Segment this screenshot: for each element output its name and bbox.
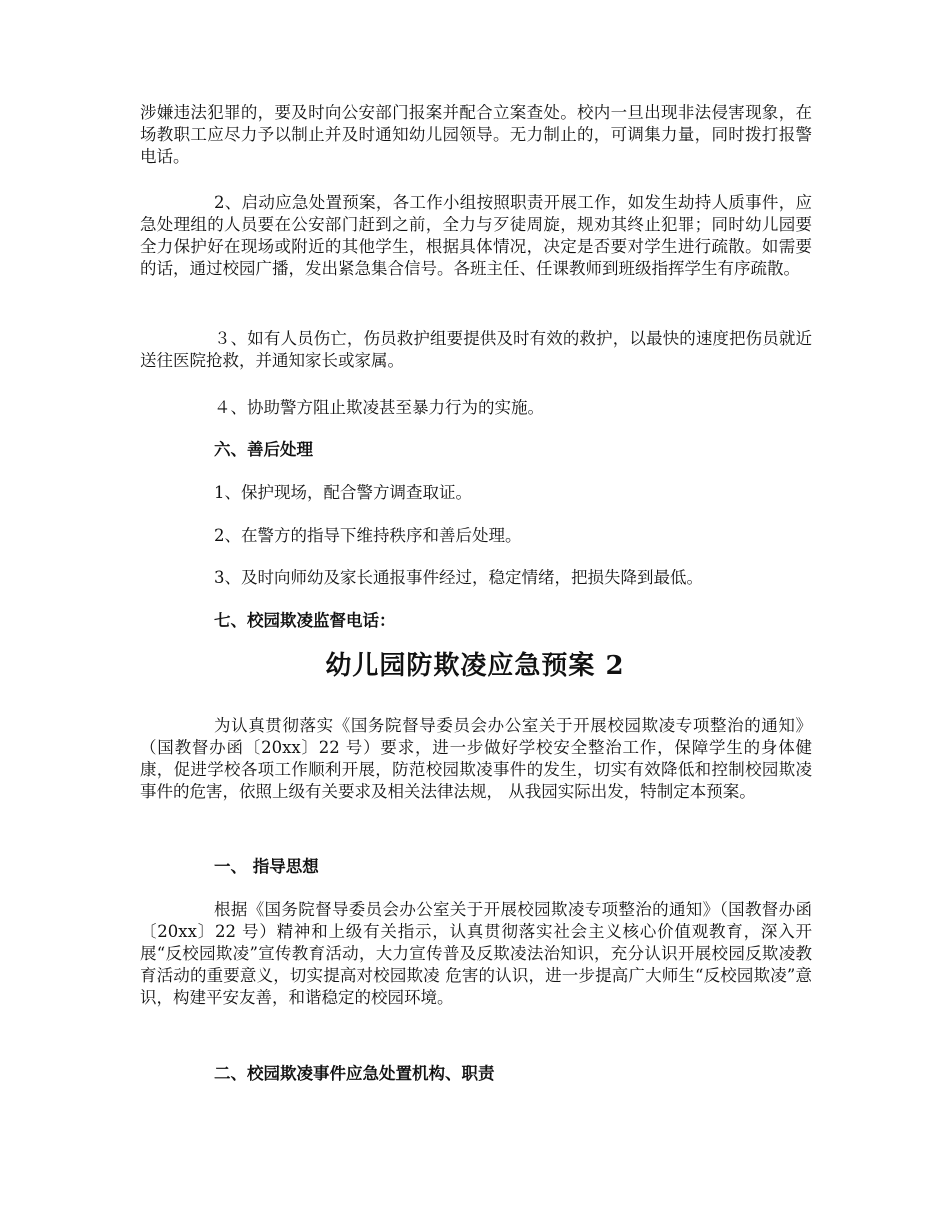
- aftercare-item-1: 1、保护现场，配合警方调查取证。: [214, 483, 472, 502]
- aftercare-item-2: 2、在警方的指导下维持秩序和善后处理。: [214, 526, 522, 545]
- aftercare-item-3: 3、及时向师幼及家长通报事件经过，稳定情绪，把损失降到最低。: [214, 568, 703, 587]
- paragraph-item-2: 2、启动应急处置预案，各工作小组按照职责开展工作，如发生劫持人质事件，应急处理组的人员要在公安部门赶到之前，全力与歹徒周旋，规劝其终止犯罪；同时幼儿园要全力保护好在现场或附近的其他学生，根据具体情况，决定是否要对学生进行疏散。如需要的话，通过校园广播，发出紧急集合信号。各班主任、任课教师到班级指挥学生有序疏散。: [140, 193, 812, 278]
- document-title: 幼儿园防欺凌应急预案 2: [325, 651, 625, 681]
- section-heading-seven: 七、校园欺凌监督电话：: [214, 611, 396, 630]
- paragraph-purpose: 为认真贯彻落实《国务院督导委员会办公室关于开展校园欺凌专项整治的通知》 （国教督办函〔20xx〕22 号）要求，进一步做好学校安全整治工作，保障学生的身体健康，促进学校各项工作顺利开展，防范校园欺凌事件的发生，切实有效降低和控制校园欺凌事件的危害，依照上级有关要求及相关法律法规， 从我园实际出发，特制定本预案。: [140, 716, 812, 801]
- section-heading-one: 一、 指导思想: [214, 857, 319, 876]
- paragraph-intro: 涉嫌违法犯罪的，要及时向公安部门报案并配合立案查处。校内一旦出现非法侵害现象，在场教职工应尽力予以制止并及时通知幼儿园领导。无力制止的，可调集力量，同时拨打报警电话。: [140, 103, 812, 166]
- paragraph-item-3: ３、如有人员伤亡，伤员救护组要提供及时有效的救护，以最快的速度把伤员就近送往医院抢救，并通知家长或家属。: [140, 329, 812, 370]
- section-heading-two: 二、校园欺凌事件应急处置机构、职责: [214, 1064, 495, 1083]
- paragraph-item-4: ４、协助警方阻止欺凌甚至暴力行为的实施。: [214, 398, 544, 417]
- section-heading-six: 六、善后处理: [214, 440, 313, 459]
- paragraph-guiding-thought: 根据《国务院督导委员会办公室关于开展校园欺凌专项整治的通知》（国教督办函〔20xx〕22 号）精神和上级有关指示，认真贯彻落实社会主义核心价值观教育，深入开展“反校园欺凌”宣传教育活动，大力宣传普及反欺凌法治知识，充分认识开展校园反欺凌教育活动的重要意义，切实提高对校园欺凌 危害的认识，进一步提高广大师生“反校园欺凌”意识，构建平安友善，和谐稳定的校园环境。: [140, 900, 812, 1007]
